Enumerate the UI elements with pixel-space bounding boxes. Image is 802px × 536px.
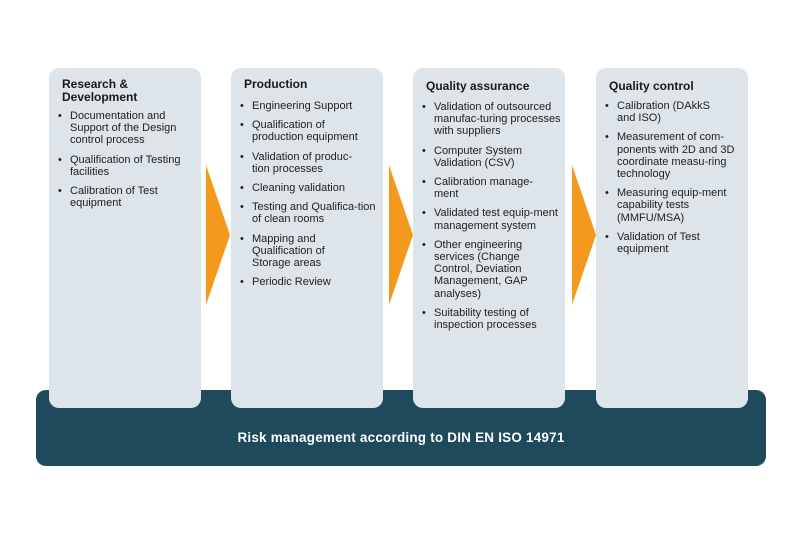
phase-item: • Measuring equip-ment capability tests (MMFU/MSA) <box>596 187 744 224</box>
phase-item-list <box>596 100 744 262</box>
phase-title: Production <box>244 77 308 91</box>
phase-item-list <box>49 110 197 216</box>
phase-item: • Calibration (DAkkS and ISO) <box>596 100 721 124</box>
phase-item: • Qualification of Testing facilities <box>49 154 197 178</box>
phase-card-quality-assurance <box>413 68 565 408</box>
phase-item: • Periodic Review <box>231 276 379 288</box>
phase-item: • Testing and Qualifica-tion of clean rooms <box>231 201 379 225</box>
phase-item: • Computer System Validation (CSV) <box>413 145 561 169</box>
phase-item: • Validation of Test equipment <box>596 231 721 255</box>
phase-item: • Measurement of com-ponents with 2D and 3D coordinate measu-ring technology <box>596 131 744 180</box>
phase-item: • Validation of outsourced manufac-turing processes with suppliers <box>413 101 561 138</box>
phase-item: • Cleaning validation <box>231 182 379 194</box>
phase-item: • Suitability testing of inspection processes <box>413 307 561 331</box>
flow-arrow-1 <box>206 165 230 305</box>
phase-card-research <box>49 68 201 408</box>
phase-item: • Validated test equip-ment management system <box>413 207 561 231</box>
flow-arrow-3 <box>572 165 596 305</box>
phase-item: • Documentation and Support of the Design control process <box>49 110 180 147</box>
phase-card-quality-control <box>596 68 748 408</box>
phase-item: • Calibration manage-ment <box>413 176 546 200</box>
phase-item-list <box>231 100 379 295</box>
phase-title: Research & Development <box>62 77 138 104</box>
phase-item: • Engineering Support <box>231 100 379 112</box>
phase-title: Quality control <box>609 79 694 93</box>
phase-item: • Mapping and Qualification of Storage areas <box>231 233 348 270</box>
phase-item: • Validation of produc-tion processes <box>231 151 358 175</box>
phase-card-production <box>231 68 383 408</box>
phase-item: • Other engineering services (Change Control, Deviation Management, GAP analyses) <box>413 239 534 300</box>
flow-arrow-2 <box>389 165 413 305</box>
phase-item-list <box>413 101 561 338</box>
phase-item: • Qualification of production equipment <box>231 119 379 143</box>
phase-title: Quality assurance <box>426 79 530 93</box>
phase-item: • Calibration of Test equipment <box>49 185 180 209</box>
risk-management-label: Risk management according to DIN EN ISO 14971 <box>237 430 565 445</box>
